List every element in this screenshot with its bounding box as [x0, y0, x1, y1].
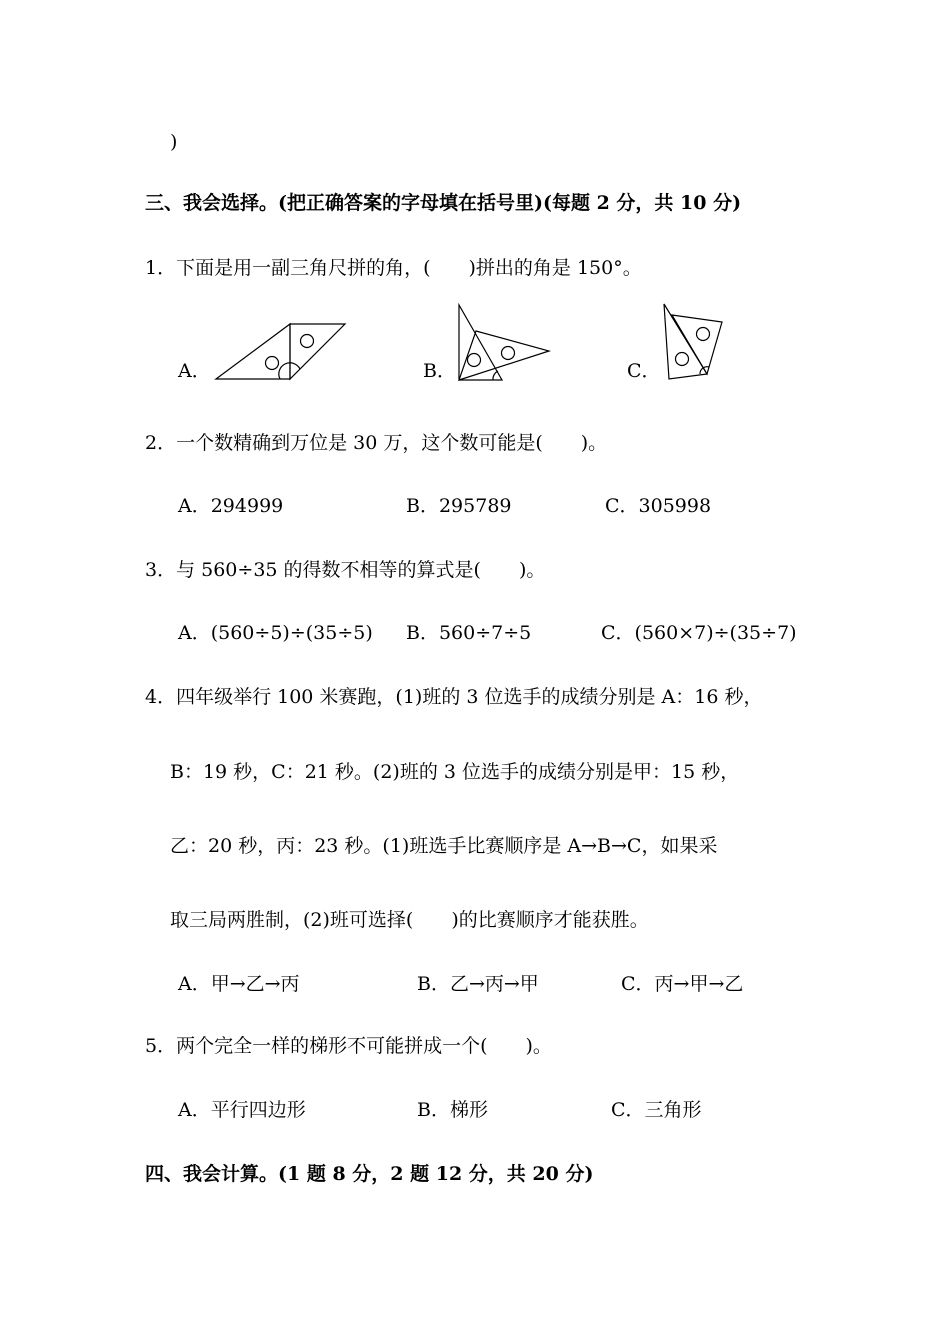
question-1-text: 1．下面是用一副三角尺拼的角，( )拼出的角是 150°。 [145, 257, 642, 279]
question-2-text: 2．一个数精确到万位是 30 万，这个数可能是( )。 [145, 432, 608, 454]
hole-circle-2 [697, 328, 710, 341]
q2-option-c[interactable]: C．305998 [605, 495, 712, 517]
set-square-1 [664, 304, 707, 379]
section-3-heading: 三、我会选择。(把正确答案的字母填在括号里)(每题 2 分，共 10 分) [145, 192, 742, 214]
q3-option-a[interactable]: A．(560÷5)÷(35÷5) [178, 622, 373, 644]
q1-option-a-figure [214, 322, 346, 382]
hole-circle-2 [502, 347, 515, 360]
q4-option-a[interactable]: A．甲→乙→丙 [178, 973, 300, 995]
hole-circle-2 [301, 335, 314, 348]
question-4-line-2: B：19 秒，C：21 秒。(2)班的 3 位选手的成绩分别是甲：15 秒， [170, 761, 740, 783]
set-square-2 [459, 331, 549, 380]
question-5-text: 5．两个完全一样的梯形不可能拼成一个( )。 [145, 1035, 552, 1057]
q1-option-c-figure [662, 302, 726, 382]
q2-option-b[interactable]: B．295789 [406, 495, 512, 517]
q5-option-b[interactable]: B．梯形 [417, 1099, 488, 1121]
q5-option-a[interactable]: A．平行四边形 [178, 1099, 306, 1121]
previous-question-closing-paren: ) [170, 131, 178, 153]
set-square-2 [290, 324, 345, 379]
question-4-line-4: 取三局两胜制，(2)班可选择( )的比赛顺序才能获胜。 [170, 909, 649, 931]
hole-circle-1 [266, 357, 279, 370]
hole-circle-1 [676, 353, 689, 366]
q2-option-a[interactable]: A．294999 [178, 495, 284, 517]
q3-option-c[interactable]: C．(560×7)÷(35÷7) [601, 622, 797, 644]
hole-circle-1 [468, 354, 481, 367]
q4-option-c[interactable]: C．丙→甲→乙 [621, 973, 744, 995]
section-4-heading: 四、我会计算。(1 题 8 分，2 题 12 分，共 20 分) [145, 1163, 594, 1185]
q1-option-a-label[interactable]: A． [178, 360, 211, 382]
question-3-text: 3．与 560÷35 的得数不相等的算式是( )。 [145, 559, 546, 581]
q4-option-b[interactable]: B．乙→丙→甲 [417, 973, 539, 995]
question-4-line-1: 4．四年级举行 100 米赛跑，(1)班的 3 位选手的成绩分别是 A：16 秒， [145, 686, 763, 708]
q1-option-b-figure [457, 303, 553, 383]
q3-option-b[interactable]: B．560÷7÷5 [406, 622, 532, 644]
q5-option-c[interactable]: C．三角形 [611, 1099, 702, 1121]
q1-option-c-label[interactable]: C． [627, 360, 661, 382]
question-4-line-3: 乙：20 秒，丙：23 秒。(1)班选手比赛顺序是 A→B→C，如果采 [170, 835, 718, 857]
q1-option-b-label[interactable]: B． [423, 360, 456, 382]
